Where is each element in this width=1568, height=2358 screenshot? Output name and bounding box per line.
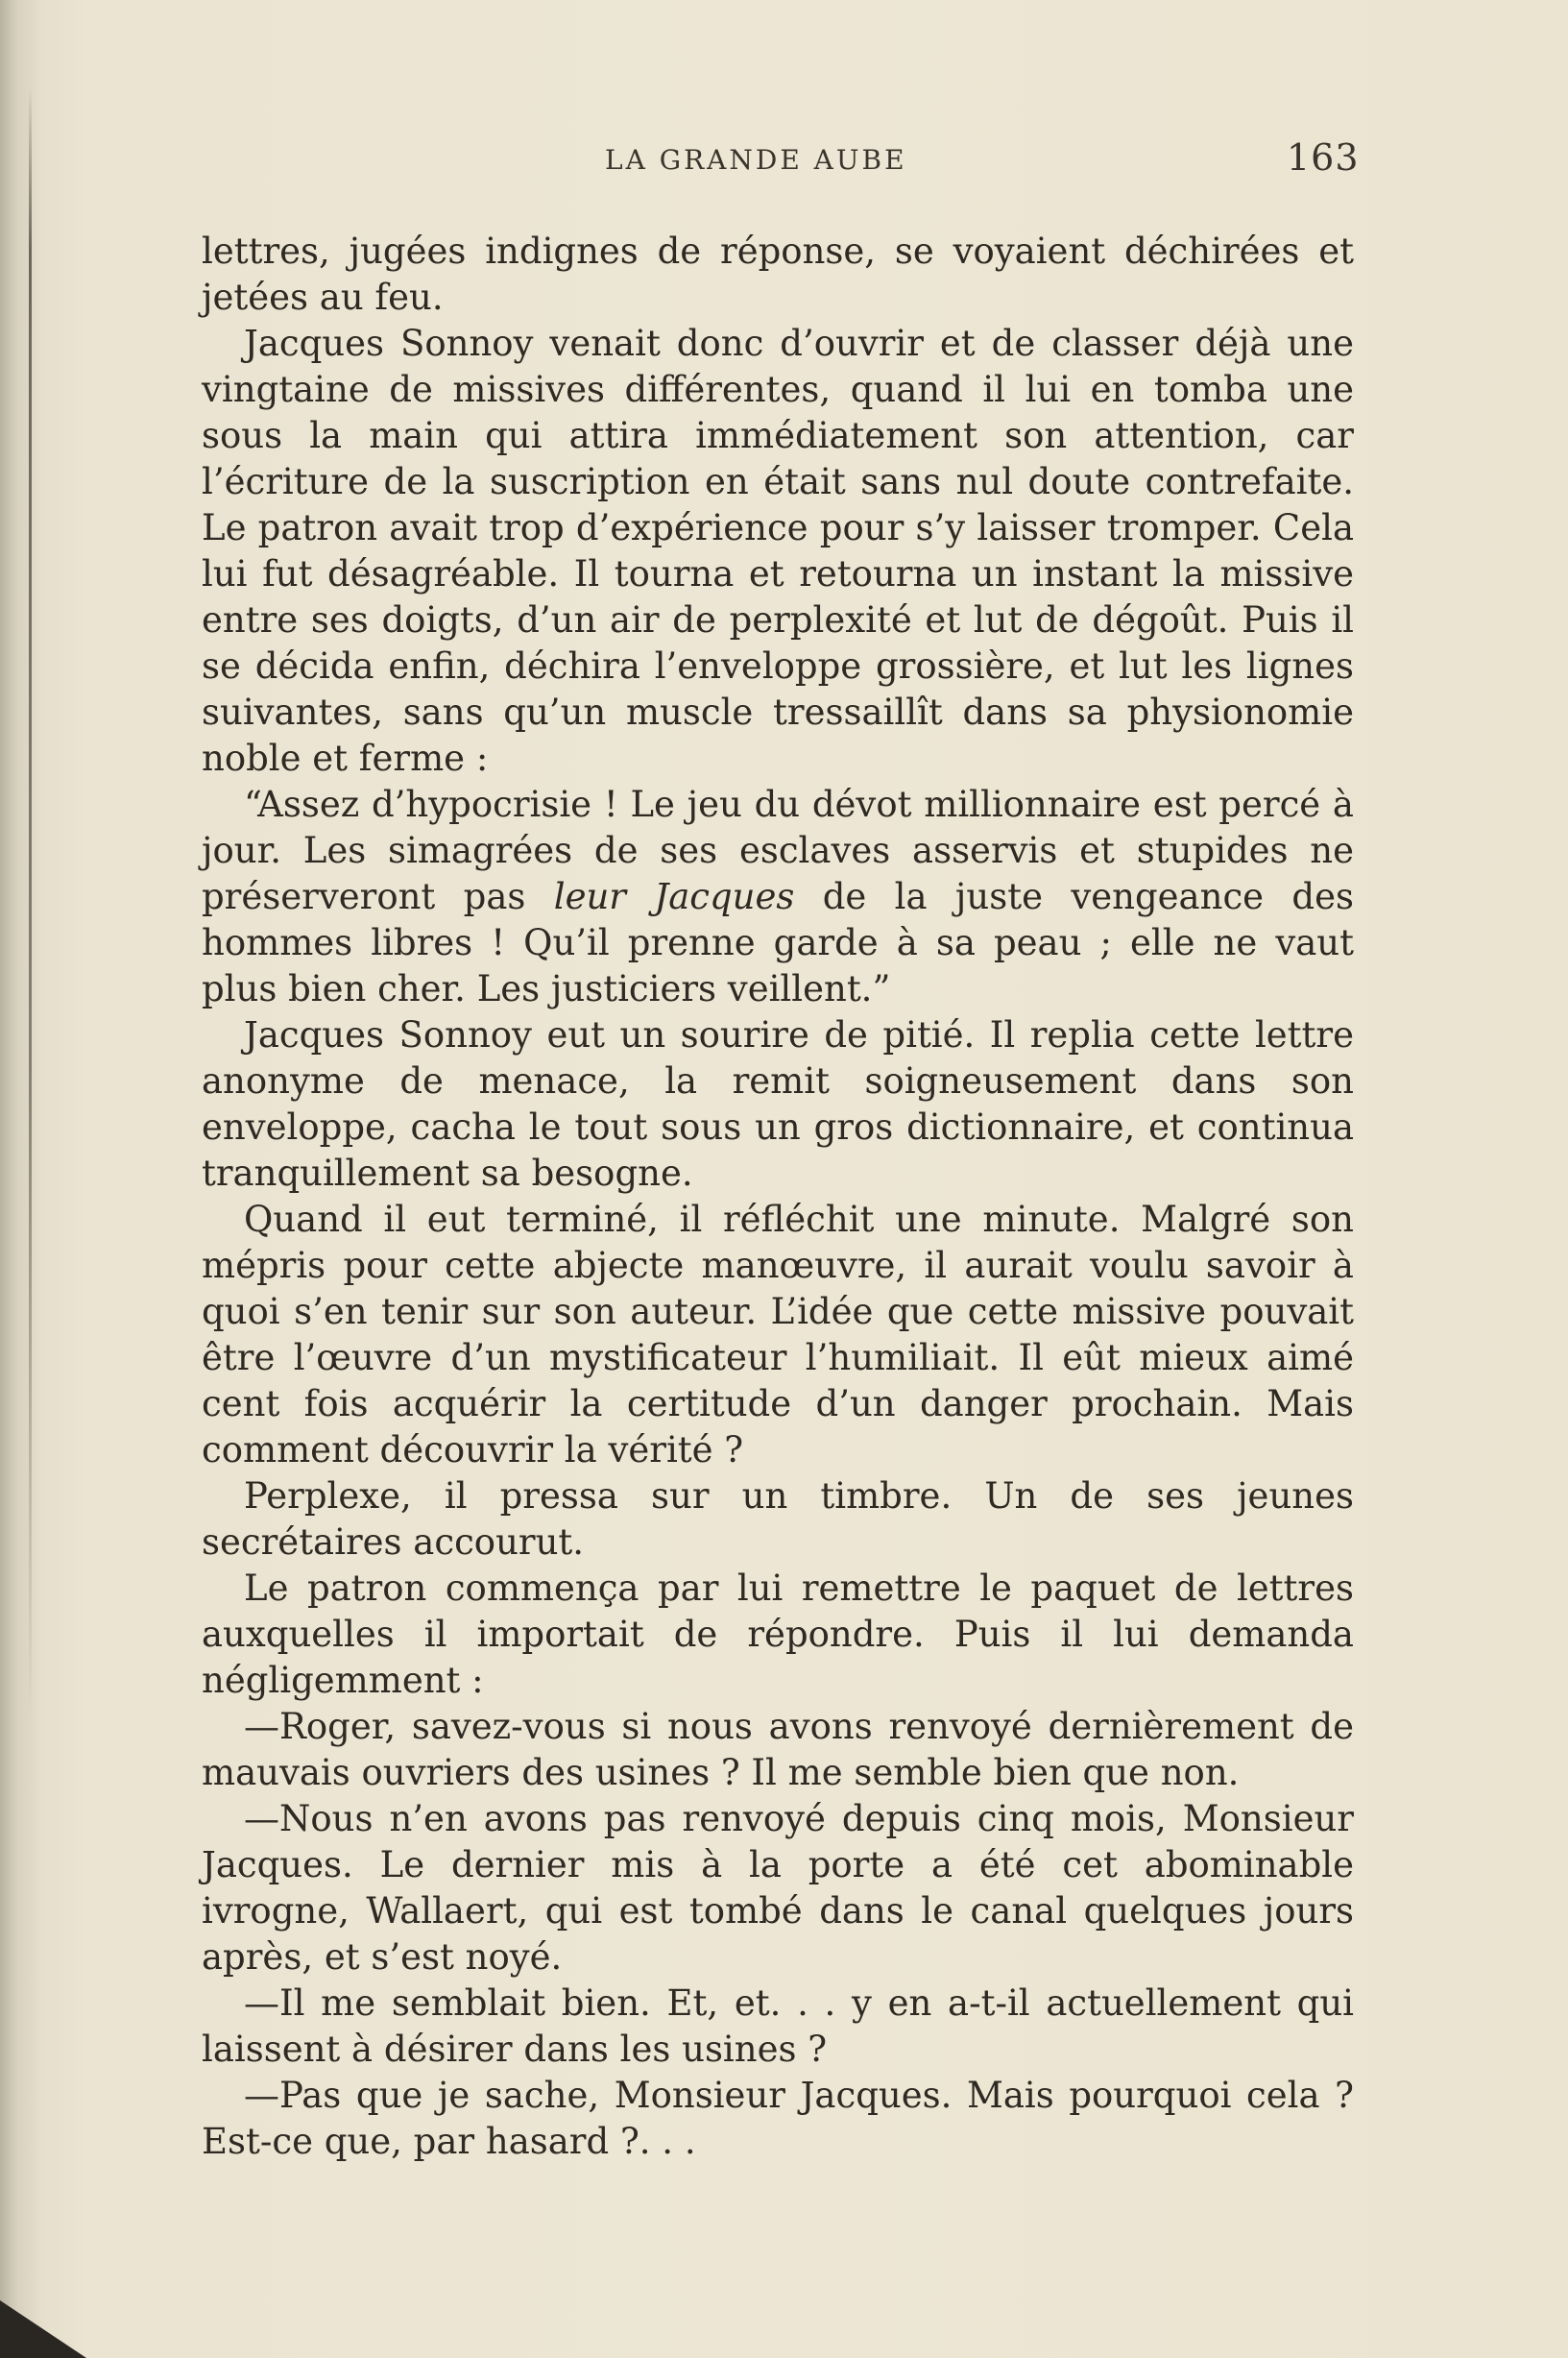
paragraph: Jacques Sonnoy venait donc d’ouvrir et de classer déjà une vingtaine de missives différentes, quand il lui en tomba une sous la main qui attira immédiatement son attention, car l’écriture de la suscription en était sans nul doute contrefaite. Le patron avait trop d’expérience pour s’y laisser tromper. Cela lui fut désagréable. Il tourna et retourna un instant la missive entre ses doigts, d’un air de perplexité et lut de dégoût. Puis il se décida enfin, déchira l’enveloppe grossière, et lut les lignes suivantes, sans qu’un muscle tressaillît dans sa physionomie noble et ferme :	[202, 323, 1354, 779]
page-corner-shadow	[0, 2300, 86, 2358]
dialogue-paragraph: —Il me semblait bien. Et, et. . . y en a-t-il actuellement qui laissent à désirer dans les usines ?	[202, 1982, 1354, 2070]
dialogue-paragraph: —Roger, savez-vous si nous avons renvoyé dernièrement de mauvais ouvriers des usines ? Il me semble bien que non.	[202, 1706, 1354, 1793]
page-number: 163	[1287, 136, 1360, 179]
running-header	[0, 136, 1568, 182]
dialogue-paragraph: —Nous n’en avons pas renvoyé depuis cinq mois, Monsieur Jacques. Le dernier mis à la porte a été cet abominable ivrogne, Wallaert, qui est tombé dans le canal quelques jours après, et s’est noyé.	[202, 1798, 1354, 1978]
paragraph: Quand il eut terminé, il réfléchit une minute. Malgré son mépris pour cette abjecte manœuvre, il aurait voulu savoir à quoi s’en tenir sur son auteur. L’idée que cette missive pouvait être l’œuvre d’un mystificateur l’humiliait. Il eût mieux aimé cent fois acquérir la certitude d’un danger prochain. Mais comment découvrir la vérité ?	[202, 1199, 1354, 1471]
dialogue-paragraph: —Pas que je sache, Monsieur Jacques. Mais pourquoi cela ? Est-ce que, par hasard ?. . .	[202, 2075, 1354, 2162]
running-title: LA GRANDE AUBE	[605, 144, 907, 176]
paragraph: lettres, jugées indignes de réponse, se voyaient déchirées et jetées au feu.	[202, 231, 1354, 318]
paragraph: Le patron commença par lui remettre le paquet de lettres auxquelles il importait de répondre. Puis il lui demanda négligemment :	[202, 1568, 1354, 1701]
letter-quote-paragraph	[202, 782, 1354, 1012]
paragraph: Perplexe, il pressa sur un timbre. Un de ses jeunes secrétaires accourut.	[202, 1475, 1354, 1563]
page-spine-shadow	[29, 86, 32, 1719]
quote-text: de la juste vengeance des hommes libres ! Qu’il prenne garde à sa peau ; elle ne vaut plus bien cher. Les justiciers veillent.”	[202, 876, 1354, 1009]
quote-italic-text: leur Jacques	[553, 876, 795, 917]
paragraph: Jacques Sonnoy eut un sourire de pitié. Il replia cette lettre anonyme de menace, la remit soigneusement dans son enveloppe, cacha le tout sous un gros dictionnaire, et continua tranquillement sa besogne.	[202, 1014, 1354, 1194]
body-text	[202, 229, 1354, 2165]
quote-text: “Assez d’hypocrisie ! Le jeu du dévot millionnaire est percé à jour. Les simagrées de ses esclaves asservis et stupides ne préserveront pas	[202, 784, 1354, 917]
